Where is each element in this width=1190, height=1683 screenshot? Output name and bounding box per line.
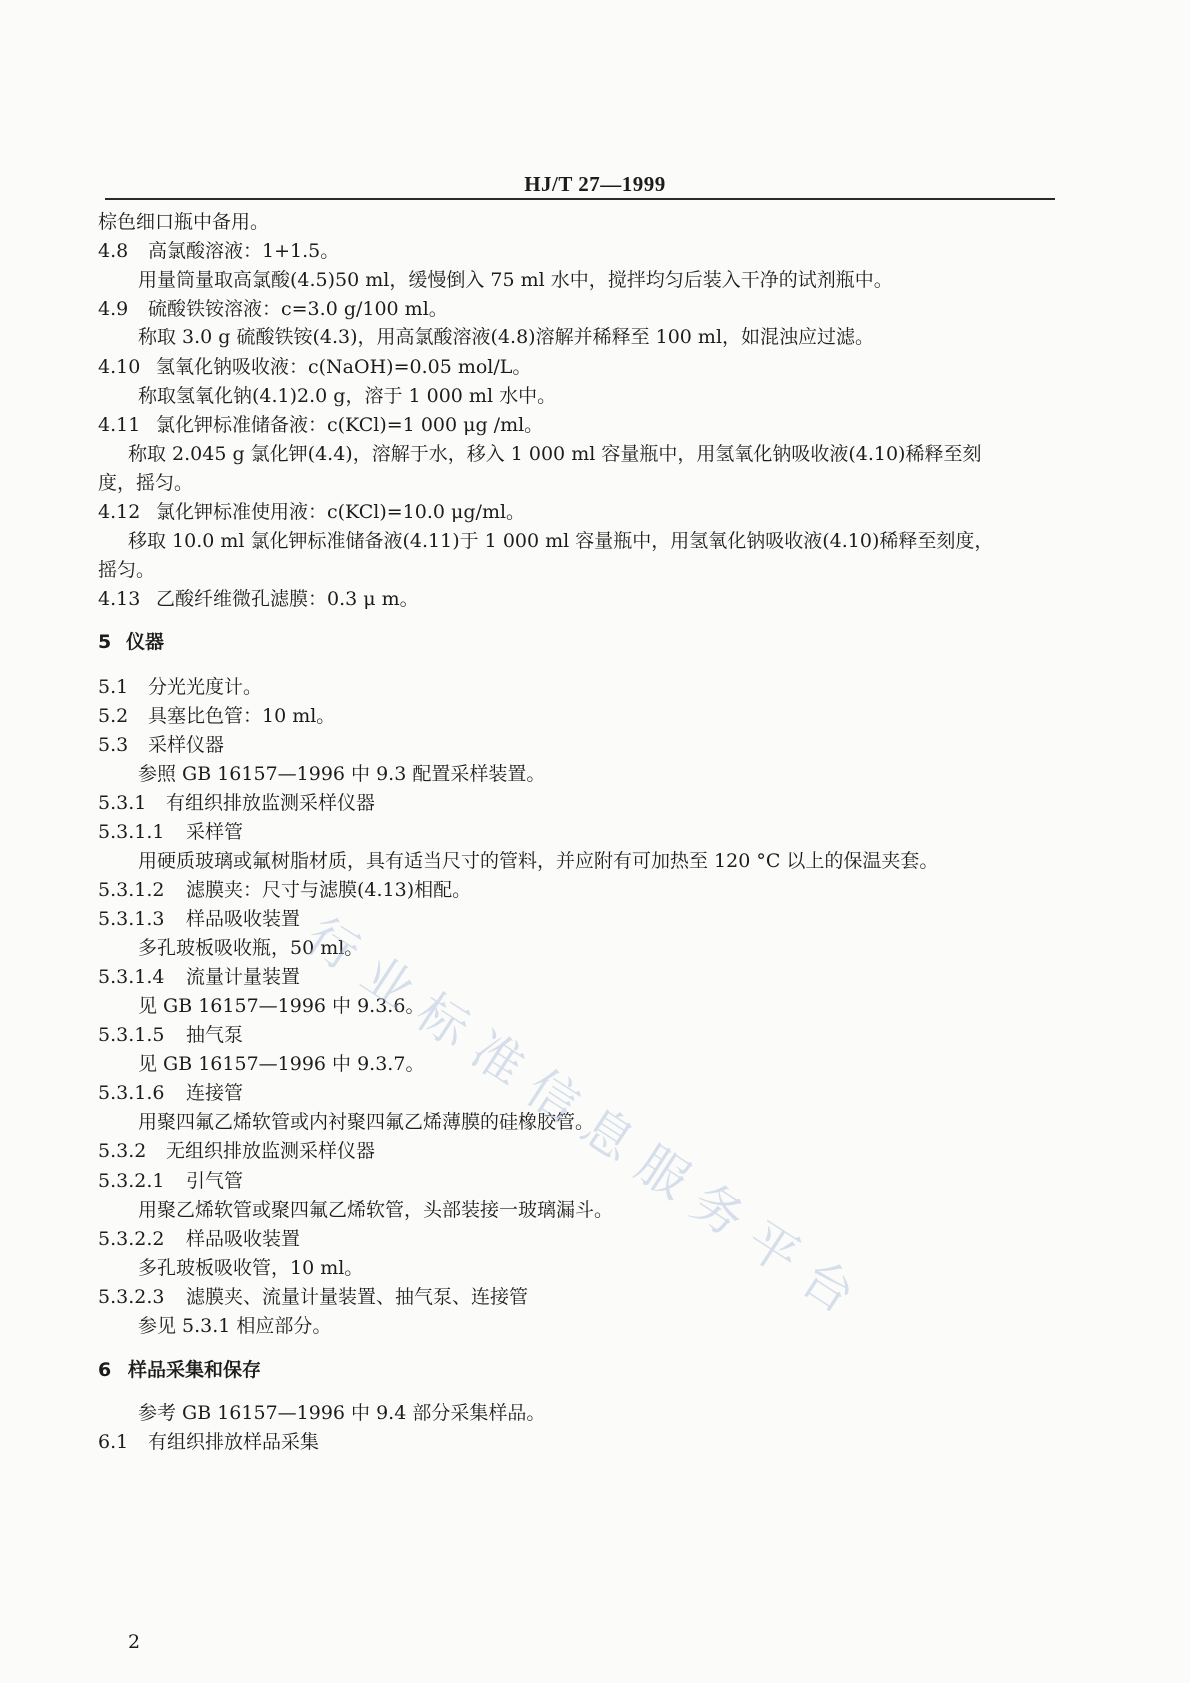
body-line: 摇匀。: [98, 559, 156, 581]
clause-number: 5.3: [98, 734, 129, 756]
clause-4-9: [98, 296, 448, 322]
clause-5-3-2-1: [98, 1168, 243, 1194]
watermark-char: 准: [461, 1020, 535, 1097]
clause-text: 分光光度计。: [148, 676, 263, 698]
clause-number: 5.2: [98, 705, 129, 727]
clause-text: 有组织排放样品采集: [148, 1431, 320, 1453]
clause-text: 引气管: [186, 1170, 244, 1192]
clause-number: 5.3.1.6: [98, 1082, 165, 1104]
section-heading-6: [98, 1357, 261, 1383]
clause-number: 5.3.2.2: [98, 1228, 165, 1250]
clause-number: 4.11: [98, 414, 141, 436]
watermark-char: 标: [406, 982, 480, 1059]
clause-text: 滤膜夹：尺寸与滤膜(4.13)相配。: [186, 879, 472, 901]
clause-number: 5.3.1.2: [98, 879, 165, 901]
body-line: 见 GB 16157—1996 中 9.3.7。: [138, 1053, 425, 1075]
clause-text: 流量计量装置: [186, 966, 301, 988]
clause-text: 样品吸收装置: [186, 1228, 301, 1250]
body-line: 用聚乙烯软管或聚四氟乙烯软管，头部装接一玻璃漏斗。: [138, 1199, 614, 1221]
body-line: 用硬质玻璃或氟树脂材质，具有适当尺寸的管料，并应附有可加热至 120 °C 以上的保温夹套。: [138, 850, 939, 872]
clause-5-3-1-6: [98, 1080, 243, 1106]
clause-text: 抽气泵: [186, 1024, 244, 1046]
page-number: 2: [128, 1631, 141, 1653]
clause-text: 氯化钾标准储备液：c(KCl)=1 000 μg /ml。: [156, 414, 544, 436]
section-number: 5: [98, 631, 112, 653]
section-title: 样品采集和保存: [128, 1359, 262, 1381]
clause-4-11: [98, 412, 543, 438]
section-number: 6: [98, 1359, 112, 1381]
clause-text: 高氯酸溶液：1+1.5。: [148, 240, 340, 262]
clause-5-3-1: [98, 790, 375, 816]
clause-5-3-2-3: [98, 1284, 528, 1310]
watermark-char: 业: [351, 944, 425, 1021]
clause-number: 5.3.1.4: [98, 966, 165, 988]
clause-number: 5.3.1.3: [98, 908, 165, 930]
clause-text: 硫酸铁铵溶液：c=3.0 g/100 ml。: [148, 298, 448, 320]
watermark-char: 平: [736, 1210, 810, 1287]
clause-number: 5.3.1.5: [98, 1024, 165, 1046]
clause-text: 采样管: [186, 821, 244, 843]
clause-5-3: [98, 732, 224, 758]
clause-text: 有组织排放监测采样仪器: [166, 792, 376, 814]
body-line: 用聚四氟乙烯软管或内衬聚四氟乙烯薄膜的硅橡胶管。: [138, 1111, 595, 1133]
clause-number: 4.12: [98, 501, 141, 523]
body-line: 多孔玻板吸收瓶，50 ml。: [138, 937, 364, 959]
clause-5-3-2-2: [98, 1226, 300, 1252]
watermark-char: 务: [681, 1172, 755, 1249]
clause-5-1: [98, 674, 262, 700]
body-line: 称取氢氧化钠(4.1)2.0 g，溶于 1 000 ml 水中。: [138, 385, 557, 407]
clause-text: 氯化钾标准使用液：c(KCl)=10.0 μg/ml。: [156, 501, 526, 523]
clause-5-2: [98, 703, 335, 729]
clause-number: 4.8: [98, 240, 129, 262]
header-rule: [105, 198, 1055, 200]
clause-number: 5.3.1: [98, 792, 147, 814]
watermark-char: 信: [516, 1058, 590, 1135]
clause-number: 5.3.1.1: [98, 821, 165, 843]
clause-number: 4.10: [98, 356, 141, 378]
section-title: 仪器: [126, 631, 165, 653]
body-line: 移取 10.0 ml 氯化钾标准储备液(4.11)于 1 000 ml 容量瓶中，用氢氧化钠吸收液(4.10)稀释至刻度，: [128, 530, 994, 552]
clause-text: 具塞比色管：10 ml。: [148, 705, 336, 727]
clause-number: 4.9: [98, 298, 129, 320]
clause-5-3-1-5: [98, 1022, 243, 1048]
clause-5-3-2: [98, 1138, 375, 1164]
section-heading-5: [98, 629, 164, 655]
clause-text: 无组织排放监测采样仪器: [166, 1140, 376, 1162]
body-line: 棕色细口瓶中备用。: [98, 211, 270, 233]
clause-number: 5.1: [98, 676, 129, 698]
clause-4-8: [98, 238, 339, 264]
clause-text: 连接管: [186, 1082, 244, 1104]
body-line: 参照 GB 16157—1996 中 9.3 配置采样装置。: [138, 763, 546, 785]
body-line: 用量筒量取高氯酸(4.5)50 ml，缓慢倒入 75 ml 水中，搅拌均匀后装入干净的试剂瓶中。: [138, 269, 893, 291]
clause-number: 5.3.2.1: [98, 1170, 165, 1192]
watermark-char: 服: [626, 1134, 700, 1211]
clause-text: 乙酸纤维微孔滤膜：0.3 μ m。: [156, 588, 419, 610]
clause-4-13: [98, 586, 419, 612]
clause-6-1: [98, 1429, 319, 1455]
body-line: 称取 2.045 g 氯化钾(4.4)，溶解于水，移入 1 000 ml 容量瓶中，用氢氧化钠吸收液(4.10)稀释至刻: [128, 443, 982, 465]
watermark-char: 息: [571, 1096, 645, 1173]
body-line: 度，摇匀。: [98, 472, 194, 494]
clause-4-12: [98, 499, 525, 525]
clause-5-3-1-1: [98, 819, 243, 845]
standard-code-header: HJ/T 27—1999: [524, 172, 666, 196]
body-line: 见 GB 16157—1996 中 9.3.6。: [138, 995, 425, 1017]
clause-text: 样品吸收装置: [186, 908, 301, 930]
clause-number: 5.3.2.3: [98, 1286, 165, 1308]
clause-number: 5.3.2: [98, 1140, 147, 1162]
body-line: 参考 GB 16157—1996 中 9.4 部分采集样品。: [138, 1402, 546, 1424]
clause-text: 滤膜夹、流量计量装置、抽气泵、连接管: [186, 1286, 529, 1308]
clause-5-3-1-2: [98, 877, 471, 903]
clause-text: 氢氧化钠吸收液：c(NaOH)=0.05 mol/L。: [156, 356, 532, 378]
body-line: 多孔玻板吸收管，10 ml。: [138, 1257, 364, 1279]
clause-text: 采样仪器: [148, 734, 225, 756]
watermark-char: 台: [791, 1248, 865, 1325]
body-line: 称取 3.0 g 硫酸铁铵(4.3)，用高氯酸溶液(4.8)溶解并稀释至 100 ml，如混浊应过滤。: [138, 326, 875, 348]
clause-5-3-1-4: [98, 964, 300, 990]
clause-5-3-1-3: [98, 906, 300, 932]
body-line: 参见 5.3.1 相应部分。: [138, 1315, 332, 1337]
watermark-char: 行: [296, 906, 370, 983]
clause-number: 6.1: [98, 1431, 129, 1453]
clause-number: 4.13: [98, 588, 141, 610]
clause-4-10: [98, 354, 531, 380]
